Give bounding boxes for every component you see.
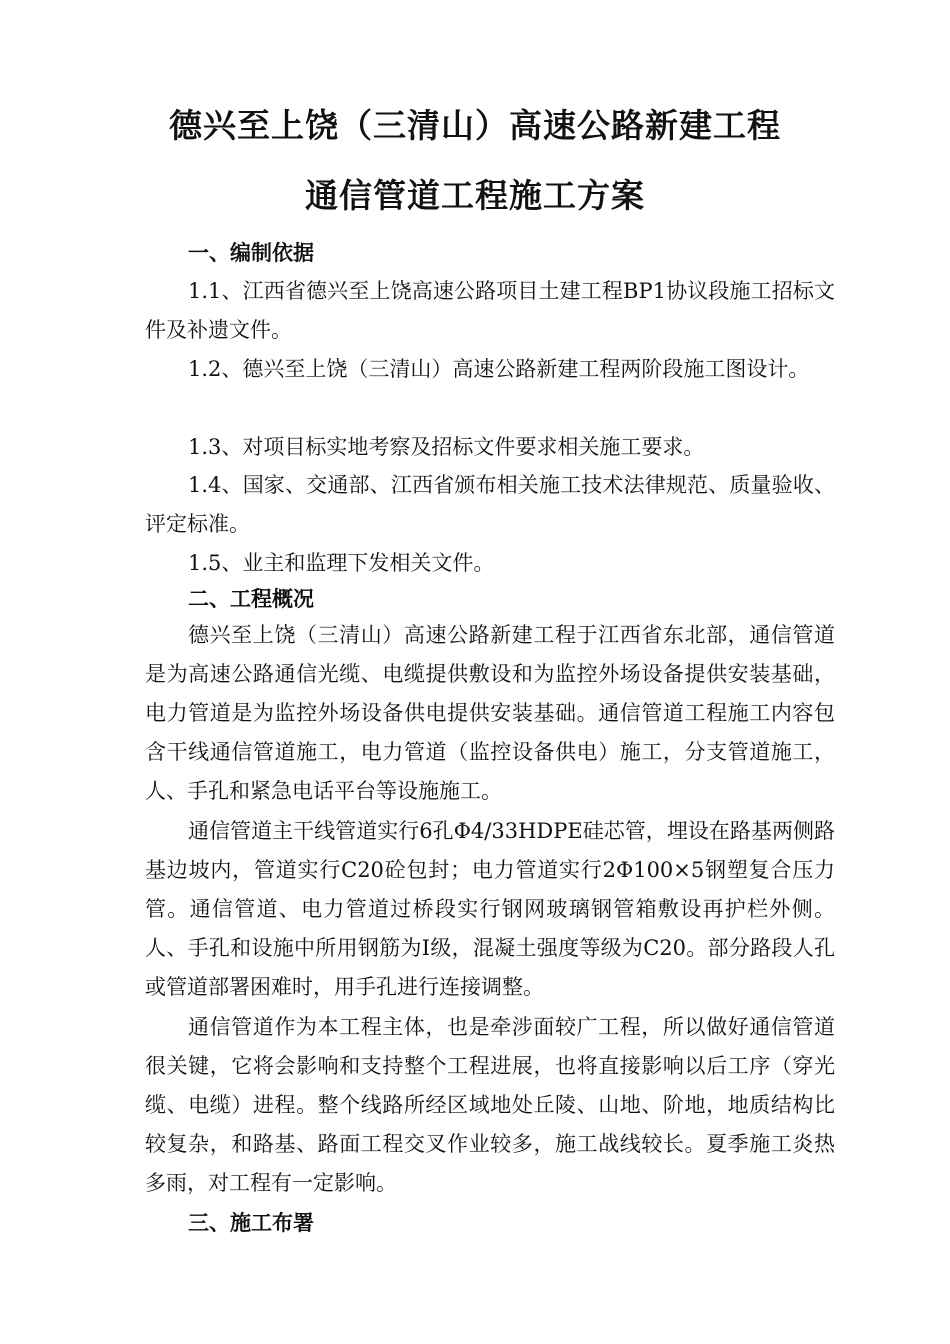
document-title-line2: 通信管道工程施工方案 (305, 176, 645, 215)
section2-paragraph-1: 德兴至上饶（三清山）高速公路新建工程于江西省东北部，通信管道是为高速公路通信光缆、电缆提供敷设和为监控外场设备提供安装基础，电力管道是为监控外场设备供电提供安装基础。通信管道工程施工内容包含干线通信管道施工，电力管道（监控设备供电）施工，分支管道施工，人、手孔和紧急电话平台等设施施工。 (145, 623, 835, 803)
section3-heading: 三、施工布署 (188, 1211, 314, 1235)
section2-paragraph-2: 通信管道主干线管道实行6孔Φ4/33HDPE硅芯管，埋设在路基两侧路基边坡内，管道实行C20砼包封；电力管道实行2Φ100×5钢塑复合压力管。通信管道、电力管道过桥段实行钢网玻璃钢管箱敷设再护栏外侧。人、手孔和设施中所用钢筋为Ⅰ级，混凝土强度等级为C20。部分路段人孔或管道部署困难时，用手孔进行连接调整。 (145, 819, 835, 999)
section1-item-1: 1.1、江西省德兴至上饶高速公路项目土建工程BP1协议段施工招标文件及补遗文件。 (145, 279, 835, 342)
section1-item-2: 1.2、德兴至上饶（三清山）高速公路新建工程两阶段施工图设计。 (188, 357, 810, 381)
document-title-line1: 德兴至上饶（三清山）高速公路新建工程 (169, 106, 781, 145)
section1-item-4: 1.4、国家、交通部、江西省颁布相关施工技术法律规范、质量验收、评定标准。 (145, 473, 835, 536)
section2-heading: 二、工程概况 (188, 587, 314, 611)
section1-heading: 一、编制依据 (188, 241, 314, 265)
section1-item-5: 1.5、业主和监理下发相关文件。 (188, 551, 495, 575)
section1-item-3: 1.3、对项目标实地考察及招标文件要求相关施工要求。 (188, 435, 705, 459)
section2-paragraph-3: 通信管道作为本工程主体，也是牵涉面较广工程，所以做好通信管道很关键，它将会影响和支持整个工程进展，也将直接影响以后工序（穿光缆、电缆）进程。整个线路所经区域地处丘陵、山地、阶地，地质结构比较复杂，和路基、路面工程交叉作业较多，施工战线较长。夏季施工炎热多雨，对工程有一定影响。 (145, 1015, 835, 1195)
